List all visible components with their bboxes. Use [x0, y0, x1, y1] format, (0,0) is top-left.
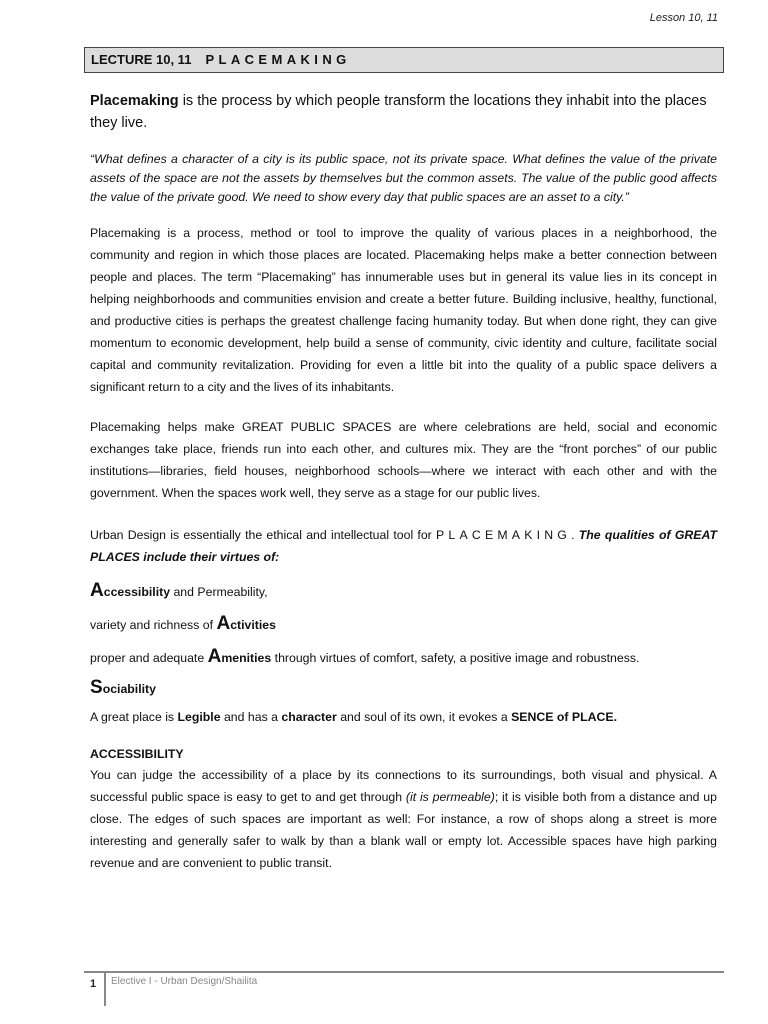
urban-design-lead: Urban Design is essentially the ethical and intellectual tool for: [90, 528, 437, 542]
paragraph-great-public-spaces: Placemaking helps make GREAT PUBLIC SPACES are where celebrations are held, social and economic exchanges take place, friends run into each other, and cultures mix. They are the “front porches” of our public institutions—libraries, field houses, neighborhood schools—where we interact with each other and with the government. When the spaces work well, they serve as a stage for our public lives.: [90, 420, 717, 500]
virtue-accessibility: [90, 580, 717, 603]
virtue-term: ccessibility: [103, 585, 171, 599]
accessibility-heading: ACCESSIBILITY: [90, 747, 184, 761]
page-number: 1: [90, 978, 97, 990]
great-place-sentence: [90, 706, 717, 728]
qualities-emphasis: The qualities of GREAT PLACES include their virtues of:: [90, 528, 717, 564]
main-content: [90, 90, 717, 874]
intro-definition: [90, 90, 717, 134]
footer-divider: [84, 971, 724, 973]
city-quote: “What defines a character of a city is its public space, not its private space. What defines the value of the private assets of the space are not the assets by themselves but the common assets. The value of the public good affects the value of the private good. We need to show every day that public spaces are an asset to a city.”: [90, 152, 717, 204]
virtue-tail: and Permeability,: [170, 585, 268, 599]
virtue-lead: variety and richness of: [90, 618, 217, 632]
placemaking-spaced: PLACEMAKING: [436, 528, 572, 542]
lecture-title-box: [84, 47, 724, 73]
lecture-topic: PLACEMAKING: [205, 52, 351, 67]
lecture-label: LECTURE 10, 11: [91, 52, 192, 67]
character-term: character: [281, 710, 337, 724]
paragraph-urban-design: [90, 524, 717, 568]
sentence-part: A great place is: [90, 710, 178, 724]
sentence-part: and has a: [220, 710, 282, 724]
urban-design-punct: .: [571, 528, 579, 542]
lesson-reference: Lesson 10, 11: [649, 12, 718, 24]
permeable-note: (it is permeable): [405, 790, 495, 804]
virtue-term: menities: [221, 651, 272, 665]
virtue-term: ociability: [102, 682, 156, 696]
sence-of-place-term: SENCE of PLACE.: [511, 710, 617, 724]
accessibility-paragraph: [90, 764, 717, 874]
virtue-sociability: [90, 677, 717, 700]
sentence-part: and soul of its own, it evokes a: [336, 710, 512, 724]
accessibility-text: You can judge the accessibility of a place by its connections to its surroundings, both visual and physical. A successful public space is easy to get to and get through: [90, 768, 717, 804]
intro-term: Placemaking: [90, 93, 179, 109]
virtue-tail: through virtues of comfort, safety, a positive image and robustness.: [271, 651, 640, 665]
legible-term: Legible: [177, 710, 221, 724]
footer-vertical-divider: [104, 972, 106, 1006]
accessibility-text: ; it is visible both from a distance and up close. The edges of such spaces are important as well: For instance, a row of shops along a street is more interesting and generally safer to walk by than a blank wall or empty lot. Accessible spaces have high parking revenue and are convenient to public transit.: [90, 790, 717, 870]
footer-text: Elective I - Urban Design/Shailita: [111, 976, 258, 987]
virtue-activities: [90, 613, 717, 636]
virtue-initial: S: [90, 677, 103, 698]
paragraph-placemaking-process: Placemaking is a process, method or tool to improve the quality of various places in a neighborhood, the community and region in which those places are located. Placemaking helps make a better connection between people and places. The term “Placemaking” has innumerable uses but in general its value lies in its concept in helping neighborhoods and communities envision and create a better future. Building inclusive, healthy, functional, and productive cities is perhaps the greatest challenge facing humanity today. But when done right, they can give momentum to economic development, help build a sense of community, civic identity and culture, facilitate social capital and community revitalization. Providing for even a little bit into the quality of a public space delivers a significant return to a city and the lives of its inhabitants.: [90, 226, 717, 394]
virtue-initial: A: [207, 646, 222, 667]
virtue-term: ctivities: [230, 618, 276, 632]
virtue-amenities: [90, 646, 717, 669]
intro-text: is the process by which people transform the locations they inhabit into the places they live.: [90, 93, 707, 131]
virtue-initial: A: [90, 580, 104, 601]
virtue-lead: proper and adequate: [90, 651, 208, 665]
virtue-initial: A: [216, 613, 231, 634]
